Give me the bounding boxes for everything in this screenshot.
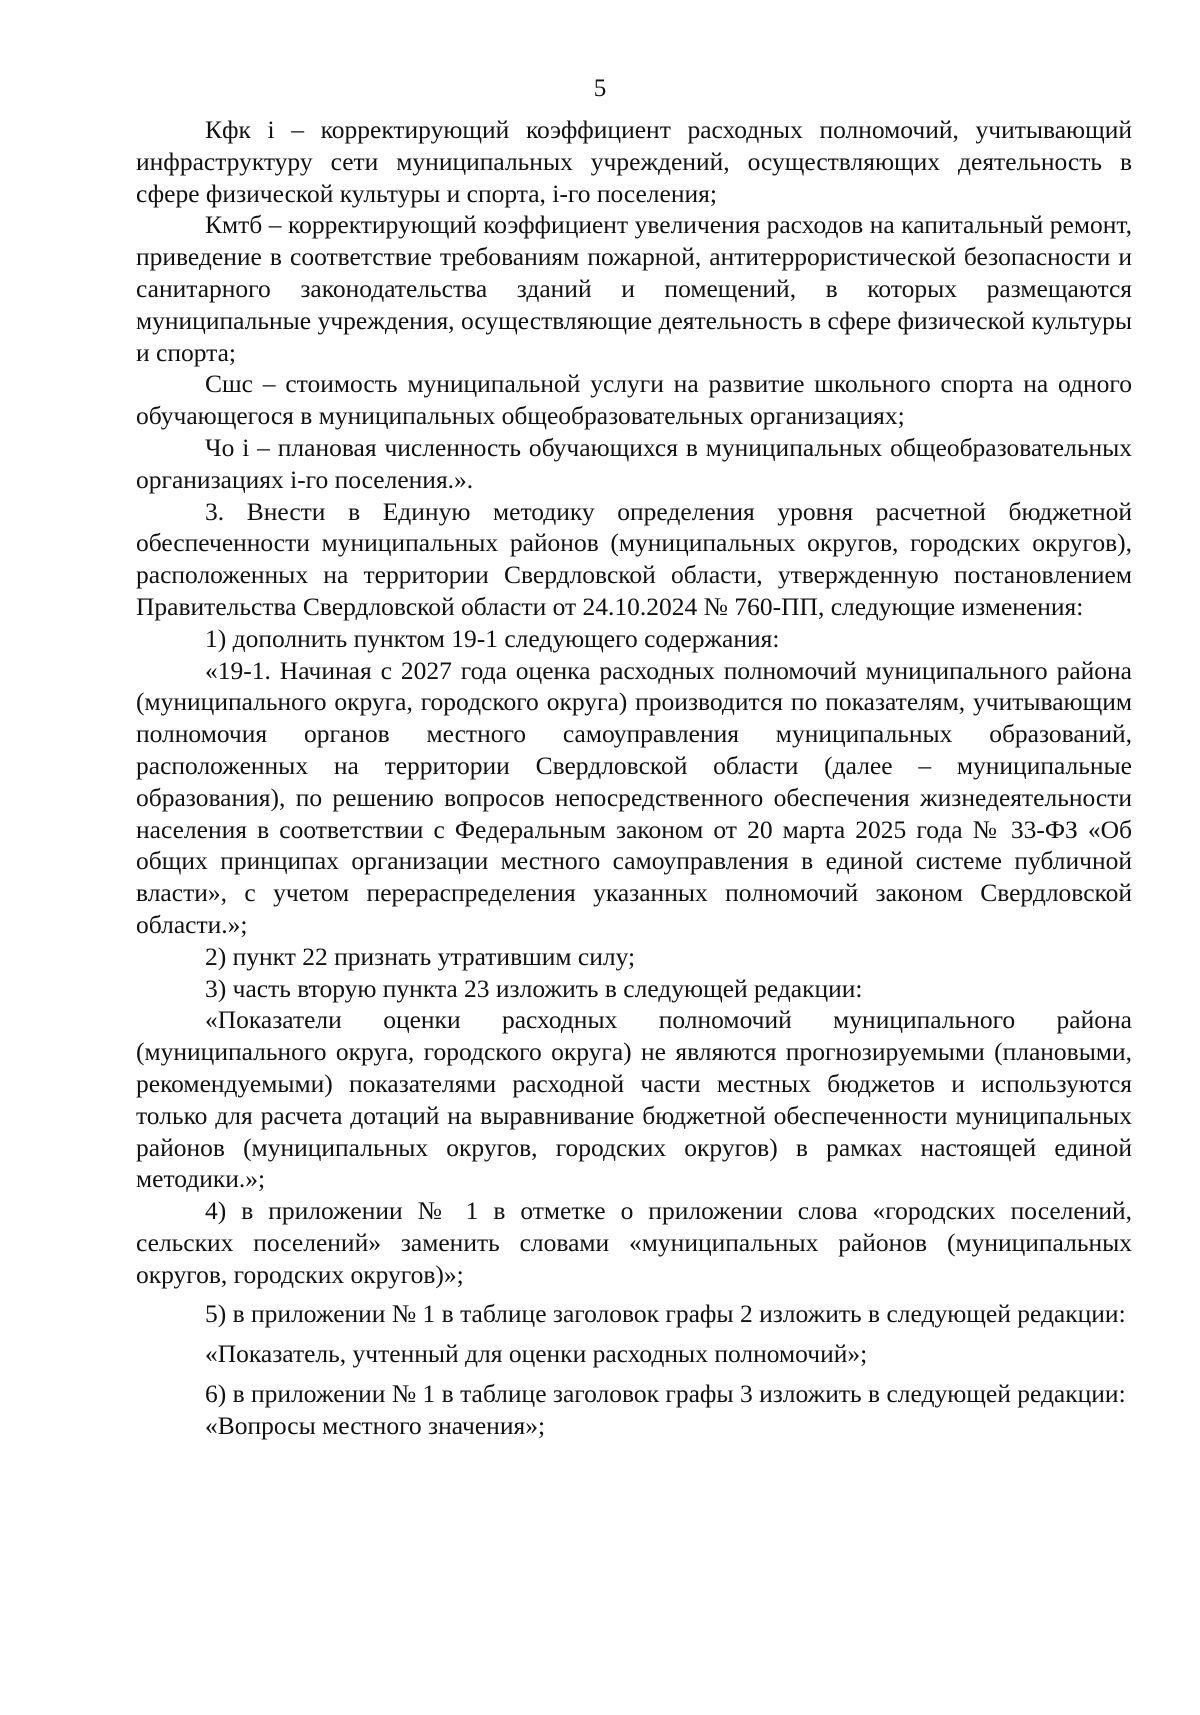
paragraph-quote-column-2: «Показатель, учтенный для оценки расходных полномочий»; xyxy=(205,1339,868,1369)
paragraph-quote-column-3: «Вопросы местного значения»; xyxy=(205,1410,546,1440)
paragraph-subitem-5: 5) в приложении № 1 в таблице заголовок графы 2 изложить в следующей редакции: xyxy=(205,1299,1126,1329)
paragraph-subitem-6: 6) в приложении № 1 в таблице заголовок графы 3 изложить в следующей редакции: xyxy=(205,1379,1126,1409)
paragraph-quote-indicators: «Показатели оценки расходных полномочий муниципального района (муниципального округа, городского округа) не являются прогнозируемыми (плановыми, рекомендуемыми) показателями расходной части местных бюджетов и используются только для расчета дотаций на выравнивание бюджетной обеспеченности муниципальных районов (муниципальных округов, городских округов) в рамках настоящей единой методики.»; xyxy=(136,1005,1132,1194)
paragraph-item-3: 3. Внести в Единую методику определения уровня расчетной бюджетной обеспеченности муниципальных районов (муниципальных округов, городских округов), расположенных на территории Свердловской области, утвержденную постановлением Правительства Свердловской области от 24.10.2024 № 760-ПП, следующие изменения: xyxy=(136,496,1132,621)
document-body xyxy=(136,114,1132,1442)
paragraph-sshs-definition: Сшс – стоимость муниципальной услуги на развитие школьного спорта на одного обучающегося в муниципальных общеобразовательных организациях; xyxy=(136,369,1132,431)
paragraph-quote-19-1: «19-1. Начиная с 2027 года оценка расходных полномочий муниципального района (муниципального округа, городского округа) производится по показателям, учитывающим полномочия органов местного самоуправления муниципальных образований, расположенных на территории Свердловской области (далее – муниципальные образования), по решению вопросов непосредственного обеспечения жизнедеятельности населения в соответствии с Федеральным законом от 20 марта 2025 года № 33-ФЗ «Об общих принципах организации местного самоуправления в единой системе публичной власти», с учетом перераспределения указанных полномочий законом Свердловской области.»; xyxy=(136,655,1132,939)
paragraph-kmtb-definition: Кмтб – корректирующий коэффициент увеличения расходов на капитальный ремонт, приведение в соответствие требованиям пожарной, антитеррористической безопасности и санитарного законодательства зданий и помещений, в которых размещаются муниципальные учреждения, осуществляющие деятельность в сфере физической культуры и спорта; xyxy=(136,210,1132,367)
paragraph-subitem-3: 3) часть вторую пункта 23 изложить в следующей редакции: xyxy=(205,973,863,1003)
page-number: 5 xyxy=(593,75,607,102)
paragraph-kfk-definition: Кфк i – корректирующий коэффициент расходных полномочий, учитывающий инфраструктуру сети муниципальных учреждений, осуществляющих деятельность в сфере физической культуры и спорта, i-го поселения; xyxy=(136,115,1132,208)
paragraph-subitem-4: 4) в приложении № 1 в отметке о приложении слова «городских поселений, сельских поселений» заменить словами «муниципальных районов (муниципальных округов, городских округов)»; xyxy=(136,1196,1132,1289)
paragraph-subitem-2: 2) пункт 22 признать утратившим силу; xyxy=(205,941,636,971)
paragraph-subitem-1: 1) дополнить пунктом 19-1 следующего содержания: xyxy=(205,623,780,653)
paragraph-cho-definition: Чо i – плановая численность обучающихся в муниципальных общеобразовательных организациях i-го поселения.». xyxy=(136,432,1132,494)
